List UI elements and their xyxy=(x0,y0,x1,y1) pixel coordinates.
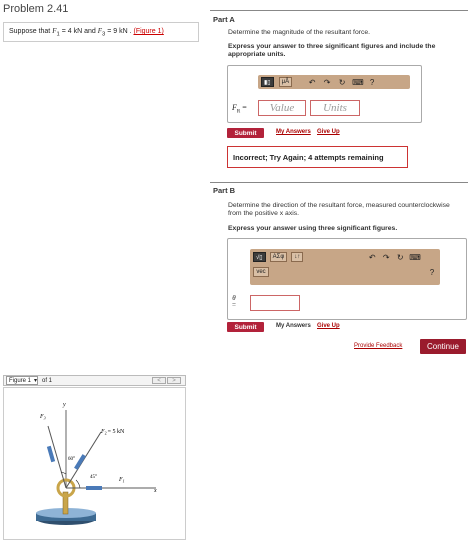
keyboard-icon[interactable]: ⌨ xyxy=(352,77,364,87)
part-b-prompt: Determine the direction of the resultant force, measured counterclockwise from the positive x axis. xyxy=(228,202,450,217)
f3-sub: 3 xyxy=(43,415,46,421)
part-a-give-up-link[interactable]: Give Up xyxy=(317,129,340,135)
f3-cable xyxy=(47,446,55,462)
reset-icon[interactable]: ↻ xyxy=(338,77,346,87)
figure-of-label: of 1 xyxy=(42,377,53,384)
f1-symbol: F xyxy=(119,477,123,483)
problem-statement xyxy=(3,22,199,42)
figure-toolbar xyxy=(3,375,186,386)
part-b-my-answers-link[interactable]: My Answers xyxy=(276,323,311,329)
part-b-toolbar xyxy=(250,249,440,285)
sqrt-button[interactable]: √▯ xyxy=(253,252,266,262)
part-a-answer-box xyxy=(227,65,422,123)
f3-value: = 9 kN . xyxy=(107,28,132,35)
divider-mid xyxy=(210,182,468,183)
angle-60-label: 60° xyxy=(68,457,75,462)
reset-icon[interactable]: ↻ xyxy=(396,252,404,262)
next-figure-button[interactable]: > xyxy=(167,377,181,384)
figure-area xyxy=(3,387,186,540)
f1-sub: 1 xyxy=(122,478,125,484)
greek-button[interactable]: ΑΣφ xyxy=(270,252,288,262)
statement-prefix: Suppose that xyxy=(9,28,51,35)
f3-label xyxy=(39,414,46,421)
f1-symbol: F xyxy=(52,27,57,35)
part-b-submit-button[interactable]: Submit xyxy=(227,322,264,332)
provide-feedback-link[interactable]: Provide Feedback xyxy=(354,343,403,349)
part-b-label: Part B xyxy=(213,186,236,195)
fr-equals: = xyxy=(242,103,247,112)
value-input[interactable]: Value xyxy=(258,100,306,116)
f3-sub: 3 xyxy=(102,31,106,38)
units-button[interactable]: μÅ xyxy=(279,77,292,87)
part-a-instruction: Express your answer to three significant figures and include the appropriate units. xyxy=(228,43,436,58)
f2-value: = 5 kN xyxy=(107,429,125,435)
problem-title: Problem 2.41 xyxy=(3,3,69,15)
f1-sub: 1 xyxy=(56,31,60,38)
f2-sub: 2 xyxy=(104,430,107,436)
divider-top xyxy=(210,10,468,11)
fr-sub: R xyxy=(236,109,241,115)
undo-icon[interactable]: ↶ xyxy=(308,77,316,87)
theta-input[interactable] xyxy=(250,295,300,311)
figure-select[interactable] xyxy=(6,376,38,385)
units-input[interactable]: Units xyxy=(310,100,360,116)
help-icon[interactable]: ? xyxy=(429,267,435,277)
part-a-prompt: Determine the magnitude of the resultant force. xyxy=(228,29,371,36)
part-b-instruction: Express your answer using three significant figures. xyxy=(228,225,398,232)
f3-symbol: F xyxy=(40,414,44,420)
redo-icon[interactable]: ↷ xyxy=(323,77,331,87)
angle-45-arc xyxy=(76,480,80,488)
f1-label xyxy=(118,477,125,484)
fr-label xyxy=(232,103,247,115)
part-a-feedback: Incorrect; Try Again; 4 attempts remaining xyxy=(227,146,408,168)
part-b-answer-box xyxy=(227,238,467,320)
f2-label xyxy=(100,429,125,436)
continue-button[interactable]: Continue xyxy=(420,339,466,354)
keyboard-icon[interactable]: ⌨ xyxy=(409,252,421,262)
f1-cable xyxy=(86,486,102,490)
f2-cable xyxy=(74,454,86,470)
figure-nav xyxy=(152,377,181,384)
figure-select-label: Figure 1 xyxy=(9,377,32,384)
part-b-give-up-link[interactable]: Give Up xyxy=(317,323,340,329)
fr-symbol: F xyxy=(232,103,237,112)
chevron-down-icon: ▾ xyxy=(33,378,37,384)
part-a-my-answers-link[interactable]: My Answers xyxy=(276,129,311,135)
part-a-toolbar xyxy=(258,75,410,89)
vec-button[interactable]: vec xyxy=(253,267,269,277)
prev-figure-button[interactable]: < xyxy=(152,377,166,384)
f2-symbol: F xyxy=(101,429,105,435)
template-button[interactable]: ▮▯ xyxy=(261,77,274,87)
undo-icon[interactable]: ↶ xyxy=(368,252,376,262)
help-icon[interactable]: ? xyxy=(369,77,375,87)
x-axis-label: x xyxy=(154,488,157,494)
y-axis-label: y xyxy=(63,402,66,408)
force-diagram xyxy=(4,388,187,541)
part-a-label: Part A xyxy=(213,15,235,24)
theta-symbol: θ xyxy=(232,294,236,302)
theta-equals: = xyxy=(232,301,236,309)
f3-symbol: F xyxy=(97,27,102,35)
theta-label xyxy=(232,295,236,309)
angle-45-label: 45° xyxy=(90,475,97,480)
redo-icon[interactable]: ↷ xyxy=(382,252,390,262)
arrows-button[interactable]: ↓↑ xyxy=(291,252,303,262)
figure-link[interactable]: (Figure 1) xyxy=(133,28,164,35)
part-a-submit-button[interactable]: Submit xyxy=(227,128,264,138)
f1-value: = 4 kN and xyxy=(61,28,96,35)
